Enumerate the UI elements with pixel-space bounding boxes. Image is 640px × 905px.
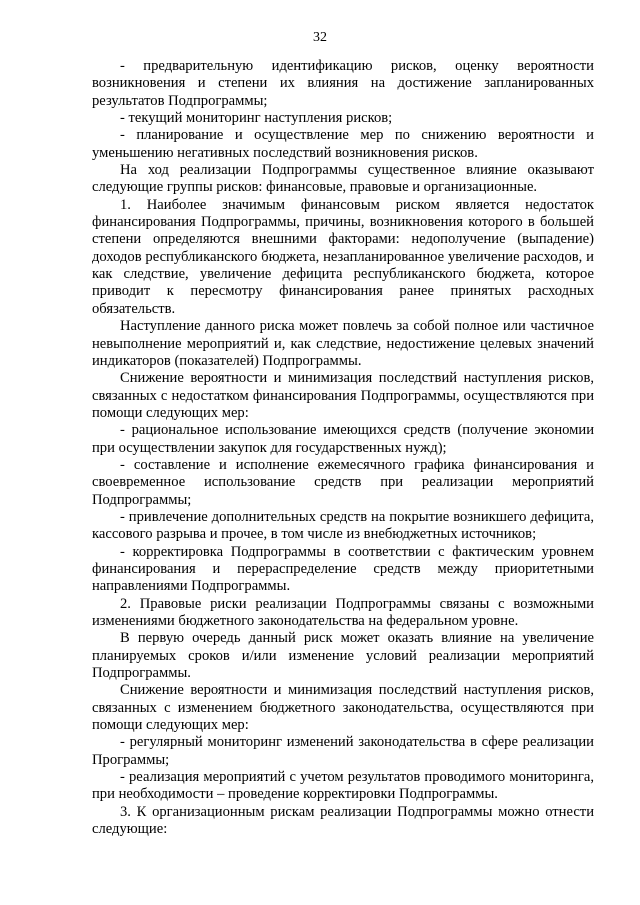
paragraph: В первую очередь данный риск может оказать влияние на увеличение планируемых сроков и/или изменение условий реализации мероприятий Подпрограммы. <box>92 630 594 682</box>
paragraph: - текущий мониторинг наступления рисков; <box>120 110 393 127</box>
paragraph: - составление и исполнение ежемесячного графика финансирования и своевременное использование средств при реализации мероприятий Подпрограммы; <box>92 456 594 508</box>
paragraph: - привлечение дополнительных средств на покрытие возникшего дефицита, кассового разрыва и прочее, в том числе из внебюджетных источников; <box>92 508 594 543</box>
paragraph: Снижение вероятности и минимизация последствий наступления рисков, связанных с изменением бюджетного законодательства, осуществляются при помощи следующих мер: <box>92 682 594 734</box>
paragraph: - планирование и осуществление мер по снижению вероятности и уменьшению негативных последствий возникновения рисков. <box>92 127 594 161</box>
page-number: 32 <box>313 30 327 45</box>
paragraph: - реализация мероприятий с учетом результатов проводимого мониторинга, при необходимости – проведение корректировки Подпрограммы. <box>92 769 594 803</box>
paragraph: Снижение вероятности и минимизация последствий наступления рисков, связанных с недостатком финансирования Подпрограммы, осуществляются при помощи следующих мер: <box>92 370 594 421</box>
paragraph: 3. К организационным рискам реализации Подпрограммы можно отнести следующие: <box>92 803 594 838</box>
paragraph: - регулярный мониторинг изменений законодательства в сфере реализации Программы; <box>92 734 594 768</box>
paragraph: - корректировка Подпрограммы в соответствии с фактическим уровнем финансирования и перераспределение средств между приоритетными направлениями Подпрограммы. <box>92 543 594 595</box>
paragraph: Наступление данного риска может повлечь за собой полное или частичное невыполнение мероприятий и, как следствие, недостижение целевых значений индикаторов (показателей) Подпрограммы. <box>92 318 594 369</box>
document-body <box>92 58 594 838</box>
paragraph: 1. Наиболее значимым финансовым риском является недостаток финансирования Подпрограммы, причины, возникновения которого в большей степени определяются внешними факторами: недополучение (выпадение) доходов республиканского бюджета, незапланированное увеличение расходов, и как следствие, увеличение дефицита республиканского бюджета, которое приводит к пересмотру финансирования ранее принятых расходных обязательств. <box>92 196 594 317</box>
paragraph: 2. Правовые риски реализации Подпрограммы связаны с возможными изменениями бюджетного законодательства на федеральном уровне. <box>92 595 594 629</box>
paragraph: На ход реализации Подпрограммы существенное влияние оказывают следующие группы рисков: финансовые, правовые и организационные. <box>92 162 594 196</box>
paragraph: - рациональное использование имеющихся средств (получение экономии при осуществлении закупок для государственных нужд); <box>92 422 594 456</box>
paragraph: - предварительную идентификацию рисков, оценку вероятности возникновения и степени их влияния на достижение запланированных результатов Подпрограммы; <box>92 58 594 109</box>
